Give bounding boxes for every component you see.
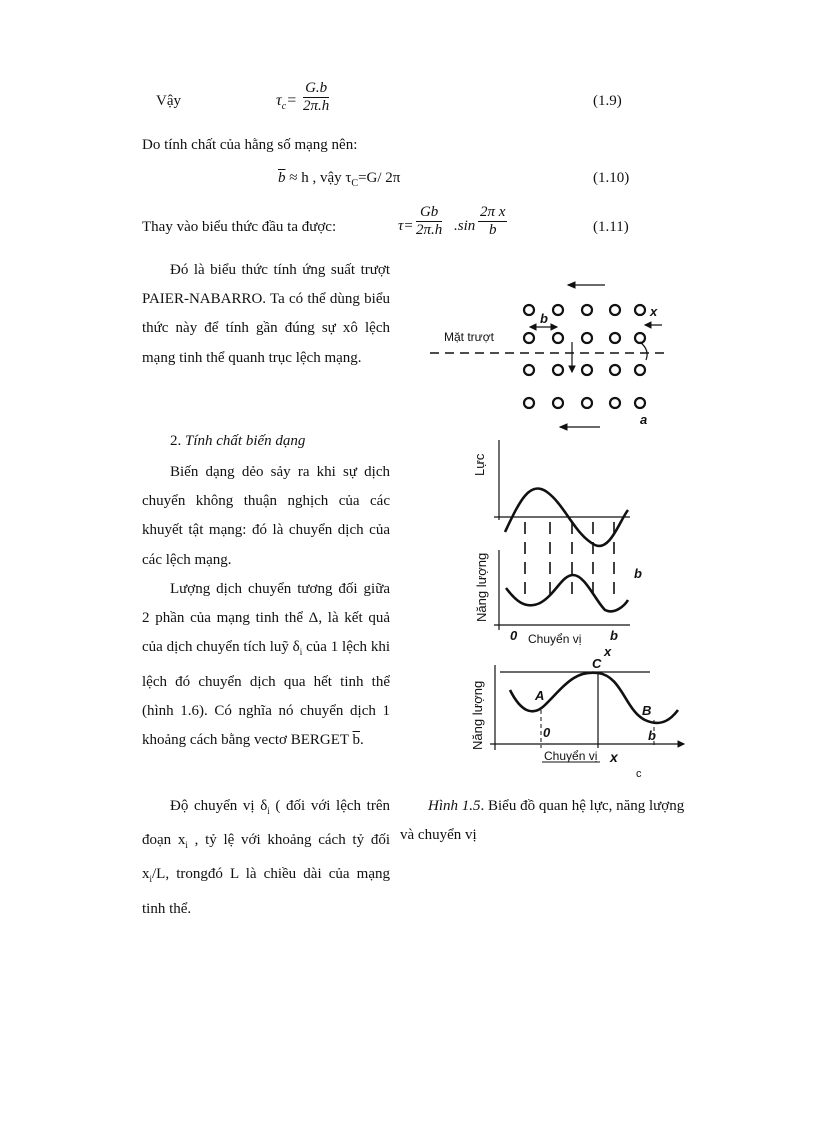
paragraph-3: Lượng dịch chuyển tương đối giữa 2 phần của mạng tinh thể Δ, là kết quả của dịch chuyển tích luỹ $\delta_i$ của 1 lệch khi lệch đó chuyển dịch qua hết tinh thể (hình 1.6). Có nghĩa nó chuyển dịch 1 khoảng cách bằng vectơ BERGET $\overline{b}$. [142,581,391,749]
graph3-xtop-label: x [604,644,612,659]
eq111-sin: .sin [454,218,476,234]
graph2-b-label: b [634,566,642,581]
graph2-b-end: b [610,628,618,643]
point-a-label: A [535,688,545,703]
eq111-den1: 2π.h [416,222,443,238]
displacement-xlabel-2: Chuyển vị [544,749,598,763]
graph2-zero: 0 [510,628,518,643]
eq19-number: (1.9) [593,93,622,109]
eq111-num2: 2π x [480,204,506,220]
point-b-label: B [642,703,652,718]
energy-ylabel-1: Năng lượng [474,552,489,622]
graph3-zero: 0 [543,725,551,740]
lattice-x-label: x [650,304,658,319]
displacement-xlabel-1: Chuyển vị [528,632,582,646]
eq111-number: (1.11) [593,219,629,235]
point-c-label: C [592,656,602,671]
eq110: $\overline{b} \approx h$ , vậy $\tau_C=G/$ 2π [278,170,401,189]
graph3-c-label: c [636,768,642,780]
eq111-lhs: τ= [398,218,414,234]
paragraph-4: Độ chuyển vị $\delta_i$ ( đối với lệch trên đoạn $x_i$ , tỷ lệ với khoảng cách tỷ đối $x_i/L$, trongđó L là chiều dài của mạng tinh thể. [142,798,390,917]
energy-ylabel-2: Năng lượng [470,680,485,750]
eq19-label: Vậy [156,93,181,109]
slip-plane-label: Mặt trượt [444,330,494,344]
constant-line: Do tính chất của hằng số mạng nên: [142,137,358,153]
eq19-denominator: 2π.h [303,98,330,114]
section-heading: 2. Tính chất biến dạng [170,433,306,449]
eq111-num1: Gb [416,204,442,222]
force-energy-graph [494,440,630,630]
lattice-diagram [430,282,668,430]
force-ylabel: Lực [472,453,487,476]
figure-caption: Hình 1.5. Biểu đồ quan hệ lực, năng lượng và chuyển vị [400,798,685,844]
eq111-den2: b [488,222,497,238]
lattice-b-label: b [540,311,548,326]
paragraph-1: Đó là biểu thức tính ứng suất trượt PAIER-NABARRO. Ta có thể dùng biểu thức này để tính gần đúng sự xô lệch mạng tinh thể quanh trục lệch mạng. [142,262,390,366]
eq19-fraction [303,80,329,115]
paragraph-2: Biến dạng dẻo sảy ra khi sự dịch chuyển không thuận nghịch của các khuyết tật mạng: đó là chuyển dịch của các lệch mạng. [142,464,390,568]
lattice-a-label: a [640,412,648,427]
energy-displacement-graph [490,665,684,762]
graph3-b-label: b [648,728,656,743]
eq19-numerator: G.b [303,80,329,98]
eq111-fraction1 [416,204,442,239]
eq19-lhs: $\tau_c=$ [276,92,297,113]
eq110-number: (1.10) [593,170,630,186]
graph3-x-label: x [610,749,618,765]
eq111-label: Thay vào biểu thức đầu ta được: [142,219,337,235]
eq111-fraction2 [478,204,507,239]
figure-1-5 [400,270,700,780]
